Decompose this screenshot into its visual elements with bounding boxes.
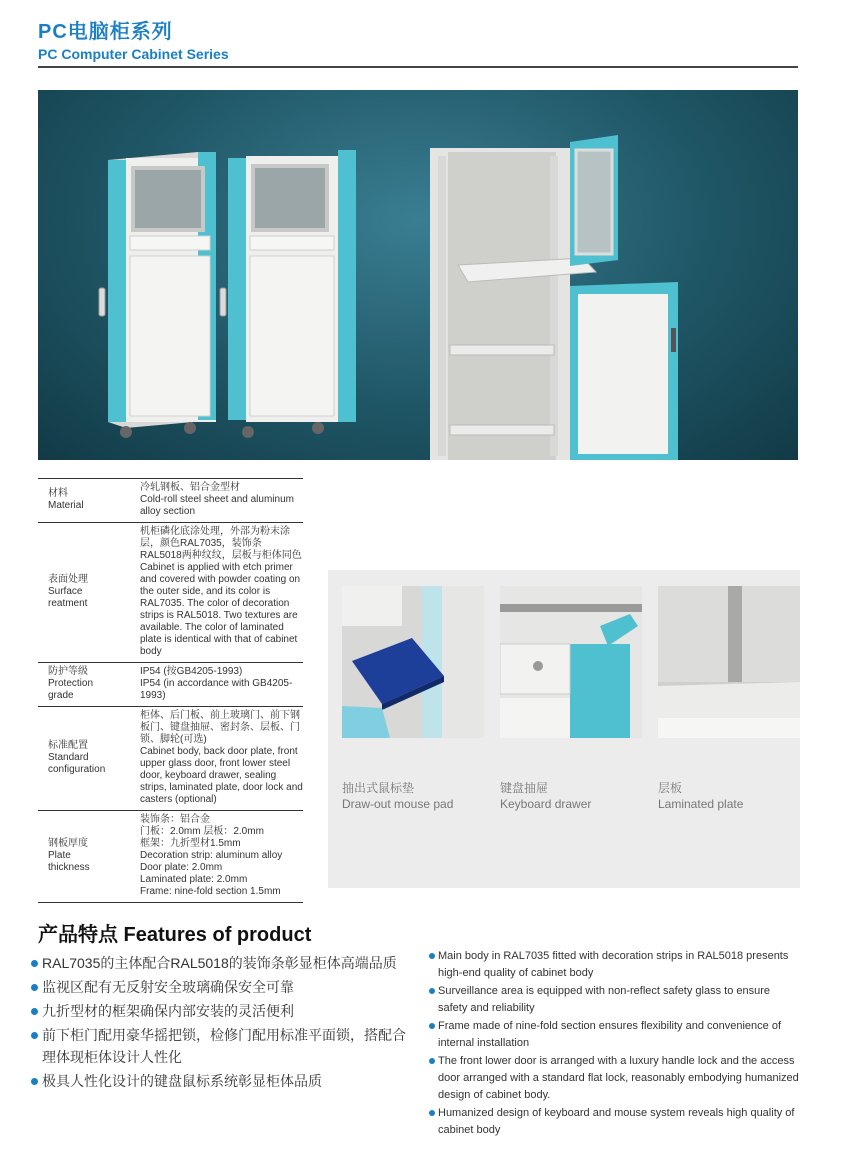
spec-row-protection bbox=[38, 663, 303, 707]
feature-item-en bbox=[428, 983, 800, 1017]
bullet-icon bbox=[429, 1110, 435, 1116]
bullet-icon bbox=[429, 1058, 435, 1064]
page-title-en: PC Computer Cabinet Series bbox=[38, 46, 229, 62]
spec-value-text: 机柜磷化底涂处理，外部为粉末涂层，颜色RAL7035，装饰条RAL5018两种纹纹，层板与柜体同色 Cabinet is applied with etch primer and covered with powder coating on the outer side, and its color is RAL7035. The color of decoration strips is RAL5018. Two textures are available. The color of laminated plate is identical with that of cabinet body bbox=[140, 526, 302, 657]
spec-key-cn: 表面处理 bbox=[48, 574, 88, 585]
feature-text: 前下柜门配用豪华摇把锁，检修门配用标准平面锁，搭配合理体现柜体设计人性化 bbox=[42, 1027, 406, 1065]
feature-text: Humanized design of keyboard and mouse system reveals high quality of cabinet body bbox=[438, 1107, 795, 1136]
spec-row-configuration bbox=[38, 707, 303, 811]
spec-key-cn: 标准配置 bbox=[48, 740, 88, 751]
spec-key bbox=[38, 710, 140, 806]
feature-item-en bbox=[428, 1053, 800, 1104]
feature-item-cn bbox=[28, 1000, 418, 1022]
spec-key-en: Plate thickness bbox=[48, 850, 90, 873]
caption-laminated-plate bbox=[658, 780, 743, 812]
cabinet-illustration bbox=[38, 90, 798, 460]
spec-row-material bbox=[38, 479, 303, 523]
spec-row-thickness bbox=[38, 811, 303, 903]
feature-item-cn bbox=[28, 976, 418, 998]
mouse-pad-photo bbox=[342, 586, 484, 738]
caption-keyboard-drawer bbox=[500, 780, 591, 812]
spec-value-text: 装饰条：铝合金 门板：2.0mm 层板：2.0mm 框架：九折型材1.5mm Decoration strip: aluminum alloy Door plate: 2.0mm Laminated plate: 2.0mm Frame: nine-fold section 1.5mm bbox=[140, 814, 283, 897]
spec-value-text: IP54 (按GB4205-1993) IP54 (in accordance with GB4205-1993) bbox=[140, 666, 293, 701]
feature-text: 极具人性化设计的键盘鼠标系统彰显柜体品质 bbox=[42, 1073, 322, 1089]
features-list-cn bbox=[28, 952, 418, 1094]
page-header bbox=[38, 20, 229, 62]
spec-value bbox=[140, 526, 303, 658]
spec-key-en: Material bbox=[48, 500, 84, 511]
spec-value bbox=[140, 666, 303, 702]
cabinet-open bbox=[430, 135, 678, 460]
spec-key-cn: 防护等级 bbox=[48, 666, 88, 677]
caption-cn: 层板 bbox=[658, 781, 683, 795]
spec-key-en: Standard configuration bbox=[48, 752, 106, 775]
spec-table bbox=[38, 478, 303, 903]
feature-text: The front lower door is arranged with a luxury handle lock and the access door arranged with a standard flat lock, reasonably embodying humanized design of cabinet body. bbox=[438, 1055, 799, 1101]
caption-en: Keyboard drawer bbox=[500, 797, 592, 811]
caption-cn: 抽出式鼠标垫 bbox=[342, 781, 415, 795]
spec-value-text: 柜体、后门板、前上玻璃门、前下钢板门、键盘抽屉、密封条、层板、门锁、脚轮(可选) Cabinet body, back door plate, front upper glass door, front lower steel door, keyboard drawer, sealing strips, laminated plate, door lock and casters (optional) bbox=[140, 710, 303, 805]
spec-value bbox=[140, 482, 303, 518]
bullet-icon bbox=[429, 988, 435, 994]
feature-item-cn bbox=[28, 952, 418, 974]
laminated-plate-photo bbox=[658, 586, 800, 738]
feature-text: RAL7035的主体配合RAL5018的装饰条彰显柜体高端品质 bbox=[42, 955, 397, 971]
spec-value-text: 冷轧钢板、铝合金型材 Cold-roll steel sheet and aluminum alloy section bbox=[140, 482, 294, 517]
bullet-icon bbox=[31, 984, 38, 991]
spec-key bbox=[38, 814, 140, 898]
bullet-icon bbox=[31, 1032, 38, 1039]
bullet-icon bbox=[31, 960, 38, 967]
spec-row-surface bbox=[38, 523, 303, 663]
hero-product-photo bbox=[38, 90, 798, 460]
header-divider bbox=[38, 66, 798, 68]
feature-item-en bbox=[428, 948, 800, 982]
page-title-cn: PC电脑柜系列 bbox=[38, 21, 173, 43]
keyboard-drawer-photo bbox=[500, 586, 642, 738]
feature-text: Surveillance area is equipped with non-reflect safety glass to ensure safety and reliability bbox=[438, 985, 771, 1014]
spec-key bbox=[38, 666, 140, 702]
detail-gallery bbox=[328, 570, 800, 888]
caption-cn: 键盘抽屉 bbox=[500, 781, 549, 795]
feature-text: Main body in RAL7035 fitted with decoration strips in RAL5018 presents high-end quality of cabinet body bbox=[438, 950, 789, 979]
cabinet-closed-1 bbox=[99, 152, 216, 438]
feature-item-cn bbox=[28, 1070, 418, 1092]
feature-text: 监视区配有无反射安全玻璃确保安全可靠 bbox=[42, 979, 294, 995]
bullet-icon bbox=[429, 953, 435, 959]
spec-key-en: Protection grade bbox=[48, 678, 94, 701]
spec-key bbox=[38, 482, 140, 518]
bullet-icon bbox=[429, 1023, 435, 1029]
bullet-icon bbox=[31, 1008, 38, 1015]
spec-key-cn: 材料 bbox=[48, 488, 68, 499]
feature-item-cn bbox=[28, 1024, 418, 1068]
caption-mouse-pad bbox=[342, 780, 453, 812]
feature-item-en bbox=[428, 1105, 800, 1139]
features-list-en bbox=[428, 948, 800, 1140]
feature-text: 九折型材的框架确保内部安装的灵活便利 bbox=[42, 1003, 294, 1019]
feature-text: Frame made of nine-fold section ensures flexibility and convenience of internal installation bbox=[438, 1020, 782, 1049]
spec-key-en: Surface reatment bbox=[48, 586, 88, 609]
features-heading: 产品特点 Features of product bbox=[38, 924, 312, 946]
spec-key bbox=[38, 526, 140, 658]
spec-key-cn: 钢板厚度 bbox=[48, 838, 88, 849]
feature-item-en bbox=[428, 1018, 800, 1052]
spec-value bbox=[140, 814, 303, 898]
bullet-icon bbox=[31, 1078, 38, 1085]
cabinet-closed-2 bbox=[220, 150, 356, 438]
caption-en: Laminated plate bbox=[658, 797, 744, 811]
spec-value bbox=[140, 710, 303, 806]
caption-en: Draw-out mouse pad bbox=[342, 797, 454, 811]
